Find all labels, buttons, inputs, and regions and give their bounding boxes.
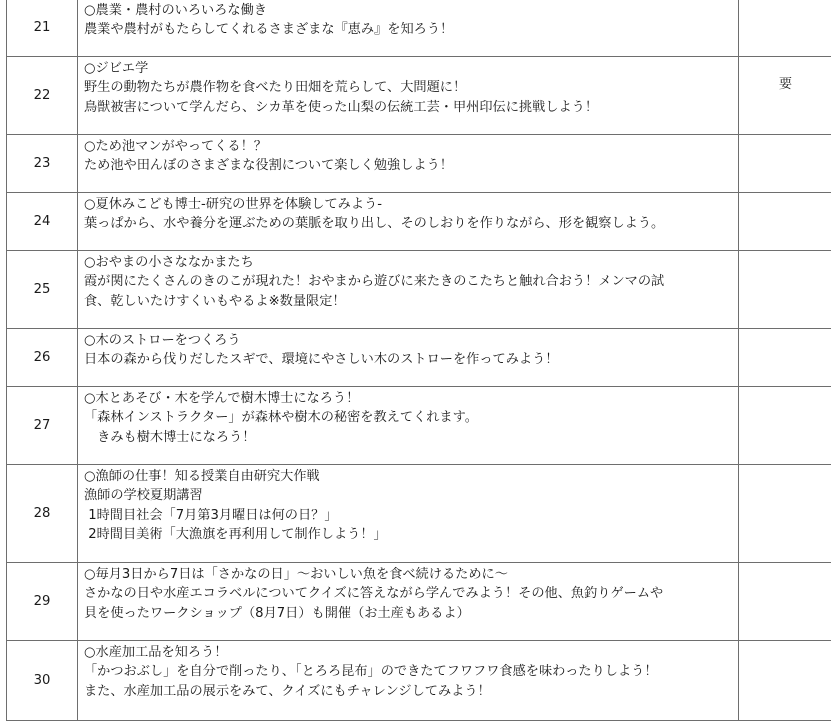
row-note <box>739 563 831 641</box>
table-row <box>7 329 831 387</box>
event-title: ○木のストローをつくろう <box>84 331 738 350</box>
event-description-line: 1時間目社会「7月第3月曜日は何の日？」 <box>84 506 738 525</box>
event-title: ○農業・農村のいろいろな働き <box>84 1 738 20</box>
event-description-line: 2時間目美術「大漁旗を再利用して制作しよう！」 <box>84 525 738 544</box>
row-content <box>78 193 739 251</box>
row-content <box>78 641 739 721</box>
row-note: 要 <box>739 57 831 135</box>
event-table-body <box>7 0 831 721</box>
row-note <box>739 193 831 251</box>
event-description-line: 漁師の学校夏期講習 <box>84 486 738 505</box>
event-description-line: 霞が関にたくさんのきのこが現れた！おやまから遊びに来たきのこたちと触れ合おう！メンマの試 <box>84 272 738 291</box>
row-number: 27 <box>7 387 78 465</box>
event-title: ○毎月3日から7日は「さかなの日」～おいしい魚を食べ続けるために～ <box>84 565 738 584</box>
row-number: 28 <box>7 465 78 563</box>
row-number: 21 <box>7 0 78 57</box>
row-content <box>78 0 739 57</box>
table-row <box>7 193 831 251</box>
row-content <box>78 465 739 563</box>
row-content <box>78 563 739 641</box>
row-note <box>739 251 831 329</box>
event-title: ○漁師の仕事！知る授業自由研究大作戦 <box>84 467 738 486</box>
event-description-line: 葉っぱから、水や養分を運ぶための葉脈を取り出し、そのしおりを作りながら、形を観察しよう。 <box>84 214 738 233</box>
table-row <box>7 135 831 193</box>
event-description-line: 「かつおぶし」を自分で削ったり、「とろろ昆布」のできたてフワフワ食感を味わったりしよう！ <box>84 662 738 681</box>
row-number: 25 <box>7 251 78 329</box>
table-row <box>7 387 831 465</box>
row-note <box>739 329 831 387</box>
row-number: 30 <box>7 641 78 721</box>
row-content <box>78 251 739 329</box>
row-note <box>739 641 831 721</box>
event-description-line: 野生の動物たちが農作物を食べたり田畑を荒らして、大問題に！ <box>84 78 738 97</box>
table-row <box>7 465 831 563</box>
event-title: ○おやまの小さななかまたち <box>84 253 738 272</box>
event-description-line: きみも樹木博士になろう！ <box>84 428 738 447</box>
row-note <box>739 465 831 563</box>
row-content <box>78 135 739 193</box>
row-note <box>739 387 831 465</box>
event-description-line: ため池や田んぼのさまざまな役割について楽しく勉強しよう！ <box>84 156 738 175</box>
event-title: ○水産加工品を知ろう！ <box>84 643 738 662</box>
table-row <box>7 563 831 641</box>
event-description-line: 日本の森から伐りだしたスギで、環境にやさしい木のストローを作ってみよう！ <box>84 350 738 369</box>
event-title: ○ジビエ学 <box>84 59 738 78</box>
row-content <box>78 57 739 135</box>
event-title: ○木とあそび・木を学んで樹木博士になろう！ <box>84 389 738 408</box>
event-description-line: また、水産加工品の展示をみて、クイズにもチャレンジしてみよう！ <box>84 682 738 701</box>
event-description-line: 「森林インストラクター」が森林や樹木の秘密を教えてくれます。 <box>84 408 738 427</box>
event-title: ○夏休みこども博士-研究の世界を体験してみよう- <box>84 195 738 214</box>
event-description-line: さかなの日や水産エコラベルについてクイズに答えながら学んでみよう！その他、魚釣りゲームや <box>84 584 738 603</box>
event-description-line: 貝を使ったワークショップ（8月7日）も開催（お土産もあるよ） <box>84 604 738 623</box>
row-number: 29 <box>7 563 78 641</box>
event-title: ○ため池マンがやってくる！？ <box>84 137 738 156</box>
event-description-line: 鳥獣被害について学んだら、シカ革を使った山梨の伝統工芸・甲州印伝に挑戦しよう！ <box>84 98 738 117</box>
event-description-line: 食、乾しいたけすくいもやるよ※数量限定！ <box>84 292 738 311</box>
table-row <box>7 57 831 135</box>
row-content <box>78 387 739 465</box>
row-note <box>739 0 831 57</box>
table-row <box>7 0 831 57</box>
table-row <box>7 641 831 721</box>
event-table <box>6 0 831 721</box>
row-number: 24 <box>7 193 78 251</box>
row-note <box>739 135 831 193</box>
table-row <box>7 251 831 329</box>
row-number: 22 <box>7 57 78 135</box>
event-description-line: 農業や農村がもたらしてくれるさまざまな『恵み』を知ろう！ <box>84 20 738 39</box>
row-number: 26 <box>7 329 78 387</box>
row-number: 23 <box>7 135 78 193</box>
row-content <box>78 329 739 387</box>
